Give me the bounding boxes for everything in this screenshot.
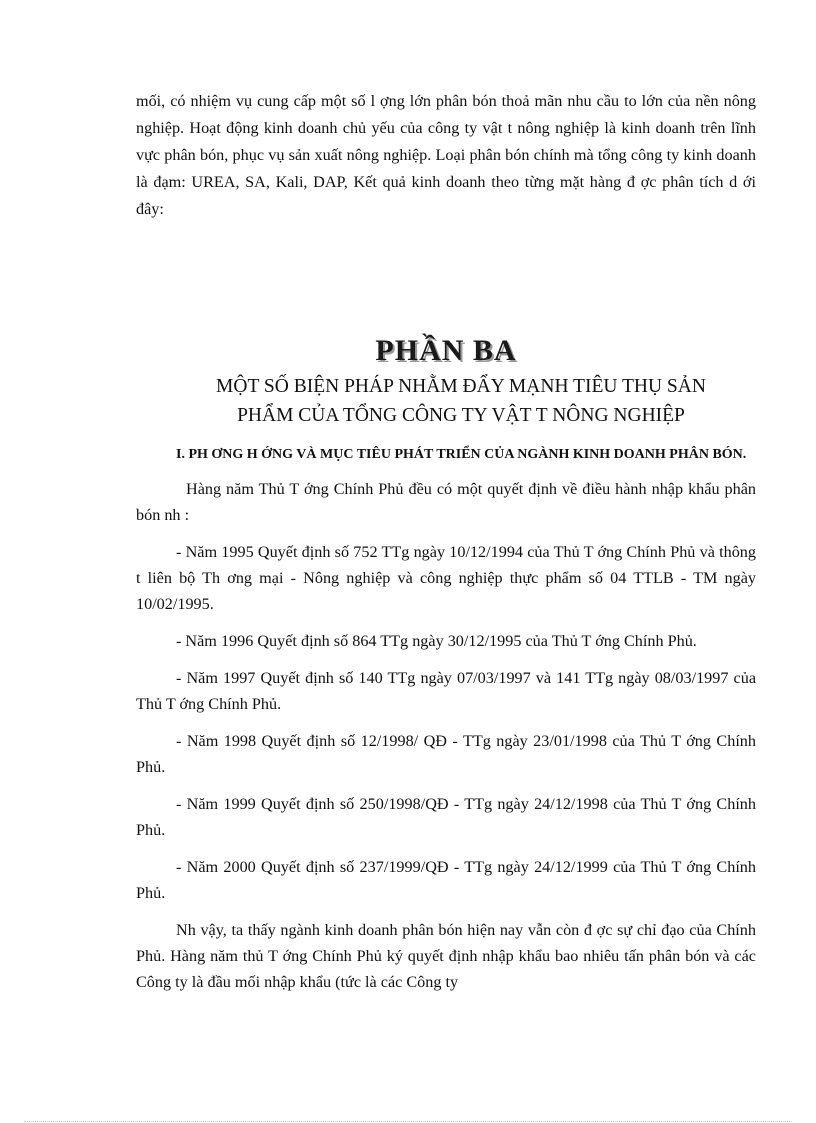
section-heading: I. PH ƠNG H ỚNG VÀ MỤC TIÊU PHÁT TRIỂN CỦA NGÀNH KINH DOANH PHÂN BÓN. — [176, 447, 747, 462]
decision-1996: - Năm 1996 Quyết định số 864 TTg ngày 30/12/1995 của Thủ T ớng Chính Phủ. — [176, 632, 697, 650]
decision-1999: - Năm 1999 Quyết định số 250/1998/QĐ - TTg ngày 24/12/1998 của Thủ T ớng Chính Phủ. — [136, 795, 756, 839]
document-page — [136, 88, 756, 995]
subtitle-line-2: PHẨM CỦA TỔNG CÔNG TY VẬT T NÔNG NGHIỆP — [237, 405, 685, 426]
decision-1995: - Năm 1995 Quyết định số 752 TTg ngày 10/12/1994 của Thủ T ớng Chính Phủ và thông t liên bộ Th ơng mại - Nông nghiệp và công nghiệp thực phẩm số 04 TTLB - TM ngày 10/02/1995. — [136, 543, 756, 613]
body-paragraph: Hàng năm Thủ T ớng Chính Phủ đều có một quyết định về điều hành nhập khẩu phân bón nh : — [136, 480, 756, 524]
footer-divider — [24, 1121, 792, 1122]
closing-paragraph: Nh vậy, ta thấy ngành kinh doanh phân bón hiện nay vẫn còn đ ợc sự chỉ đạo của Chính Phủ. Hàng năm thủ T ớng Chính Phủ ký quyết định nhập khẩu bao nhiêu tấn phân bón và các Công ty là đầu mối nhập khẩu (tức là các Công ty — [136, 921, 756, 991]
decision-1997: - Năm 1997 Quyết định số 140 TTg ngày 07/03/1997 và 141 TTg ngày 08/03/1997 của Thủ T ớng Chính Phủ. — [136, 669, 756, 713]
decision-2000: - Năm 2000 Quyết định số 237/1999/QĐ - TTg ngày 24/12/1999 của Thủ T ớng Chính Phủ. — [136, 858, 756, 902]
intro-paragraph: mối, có nhiệm vụ cung cấp một số l ợng lớn phân bón thoả mãn nhu cầu to lớn của nền nông nghiệp. Hoạt động kinh doanh chủ yếu của công ty vật t nông nghiệp là kinh doanh trên lĩnh vực phân bón, phục vụ sản xuất nông nghiệp. Loại phân bón chính mà tổng công ty kinh doanh là đạm: UREA, SA, Kali, DAP, Kết quả kinh doanh theo từng mặt hàng đ ợc phân tích d ới đây: — [136, 92, 756, 218]
section-title: PHẦN BA — [375, 334, 517, 367]
subtitle-line-1: MỘT SỐ BIỆN PHÁP NHẰM ĐẨY MẠNH TIÊU THỤ SẢN — [216, 376, 706, 397]
decision-1998: - Năm 1998 Quyết định số 12/1998/ QĐ - TTg ngày 23/01/1998 của Thủ T ớng Chính Phủ. — [136, 732, 756, 776]
